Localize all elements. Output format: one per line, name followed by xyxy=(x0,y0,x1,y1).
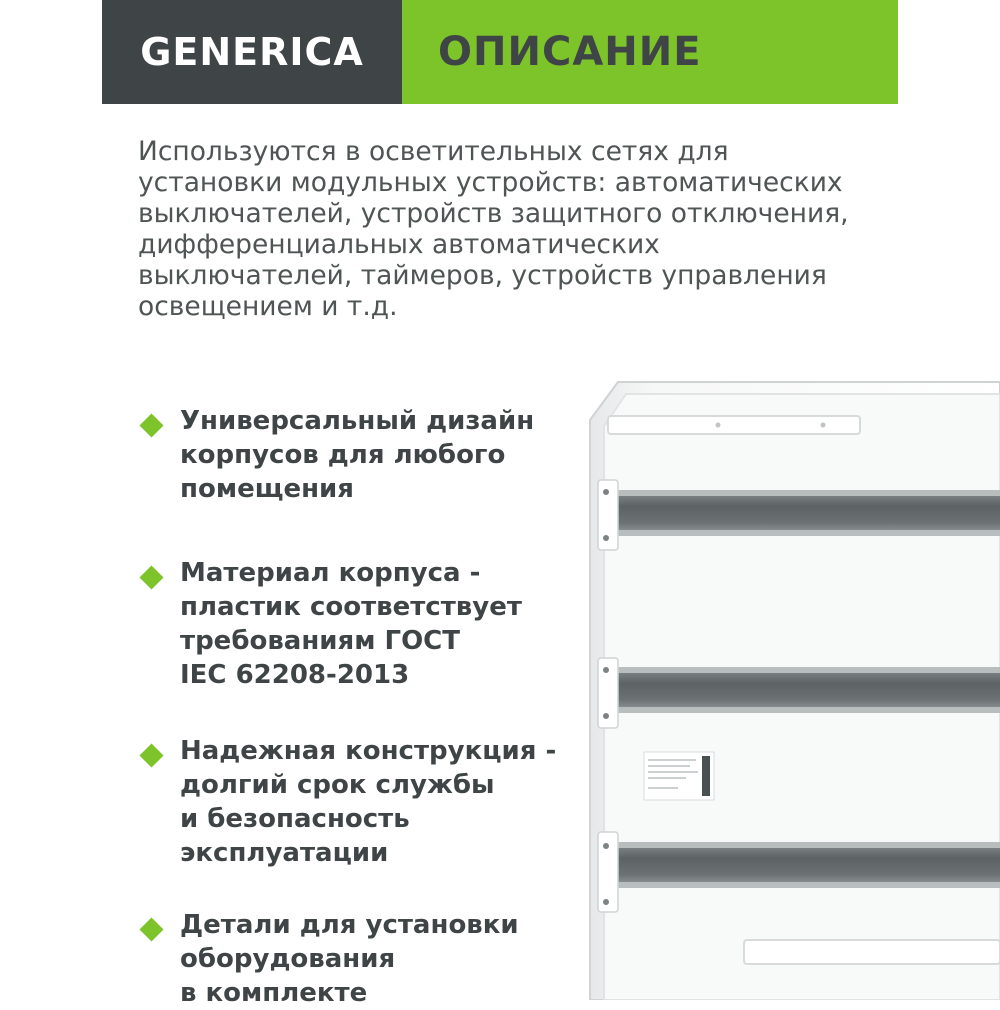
feature-text: Универсальный дизайн корпусов для любого помещения xyxy=(180,406,535,504)
feature-item xyxy=(138,404,580,506)
diamond-bullet-icon xyxy=(139,917,163,941)
feature-item xyxy=(138,734,580,870)
title-block xyxy=(402,0,898,104)
diamond-bullet-icon xyxy=(139,565,163,589)
description-text: Используются в осветительных сетях для установки модульных устройств: автоматических выключателей, устройств защитного отключения, дифференциальных автоматических выключателей, таймеров, устройств управления освещением и т.д. xyxy=(138,136,849,322)
feature-text: Надежная конструкция - долгий срок службы и безопасность эксплуатации xyxy=(180,736,557,868)
feature-text: Материал корпуса - пластик соответствует требованиям ГОСТ IEC 62208-2013 xyxy=(180,558,522,690)
product-label xyxy=(644,752,714,800)
feature-text: Детали для установки оборудования в комплекте xyxy=(180,910,519,1008)
brand-logo: GENERICA xyxy=(140,30,364,74)
bottom-mount-strip xyxy=(744,940,1000,964)
cabinet-illustration xyxy=(578,380,1000,1000)
header-banner xyxy=(102,0,898,104)
page-title: ОПИСАНИЕ xyxy=(438,29,702,75)
brand-block xyxy=(102,0,402,104)
feature-item xyxy=(138,556,580,692)
diamond-bullet-icon xyxy=(139,743,163,767)
din-rail xyxy=(614,490,1000,536)
feature-item xyxy=(138,908,580,1010)
diamond-bullet-icon xyxy=(139,413,163,437)
din-rail xyxy=(614,842,1000,888)
din-rail xyxy=(614,667,1000,713)
